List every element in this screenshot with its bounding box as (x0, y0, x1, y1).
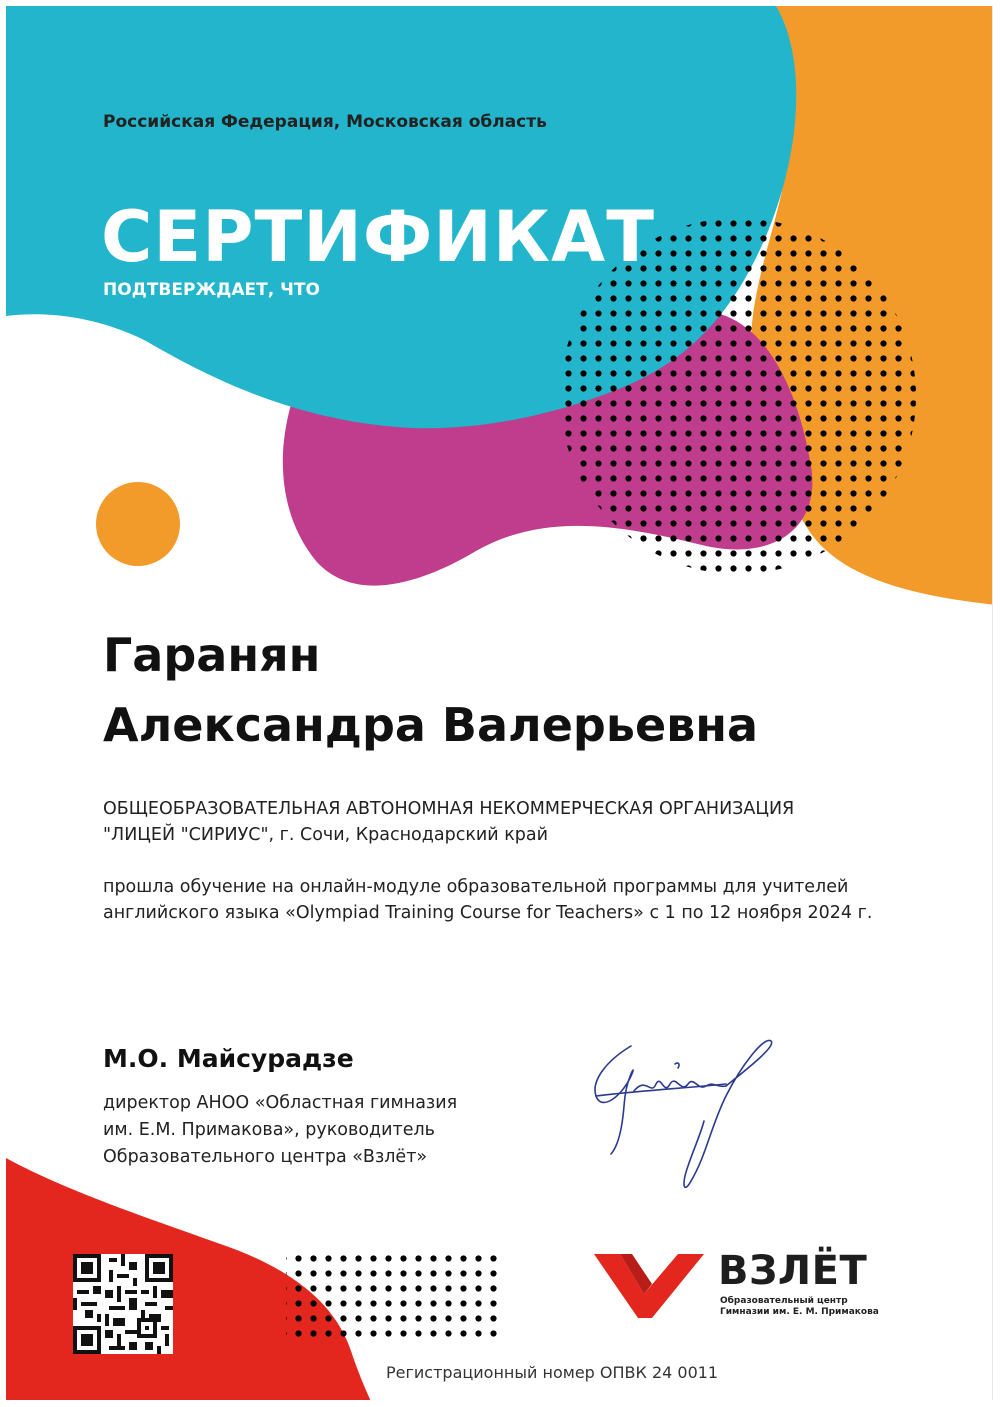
recipient-given-names: Александра Валерьевна (103, 698, 759, 752)
vzlet-logo-icon (594, 1254, 704, 1320)
organization-block (103, 796, 923, 848)
qr-code[interactable] (73, 1254, 173, 1354)
vzlet-logo-subtitle (720, 1296, 879, 1318)
description-line: английского языка «Olympiad Training Course for Teachers» с 1 по 12 ноября 2024 г. (103, 903, 873, 923)
signature (576, 1036, 806, 1206)
signer-role-line: директор АНОО «Областная гимназия (103, 1093, 458, 1113)
signer-name: М.О. Майсурадзе (103, 1044, 354, 1073)
signer-role-line: им. Е.М. Примакова», руководитель (103, 1120, 435, 1140)
course-description (103, 874, 953, 926)
logo-subtitle-line: Образовательный центр (720, 1296, 848, 1306)
registration-number: Регистрационный номер ОПВК 24 0011 (386, 1363, 719, 1382)
region-heading: Российская Федерация, Московская область (103, 112, 547, 132)
certificate-subtitle: ПОДТВЕРЖДАЕТ, ЧТО (103, 280, 320, 300)
signer-role (103, 1090, 523, 1171)
logo-subtitle-line: Гимназии им. Е. М. Примакова (720, 1307, 879, 1317)
description-line: прошла обучение на онлайн-модуле образовательной программы для учителей (103, 877, 849, 897)
organization-line: ОБЩЕОБРАЗОВАТЕЛЬНАЯ АВТОНОМНАЯ НЕКОММЕРЧЕСКАЯ ОРГАНИЗАЦИЯ (103, 799, 795, 819)
dot-pattern-rect (286, 1254, 498, 1342)
vzlet-logo-name: ВЗЛЁТ (718, 1248, 868, 1294)
orange-dot (96, 482, 180, 566)
signer-role-line: Образовательного центра «Взлёт» (103, 1147, 428, 1167)
certificate-sheet (6, 6, 993, 1400)
organization-line: "ЛИЦЕЙ "СИРИУС", г. Сочи, Краснодарский край (103, 825, 548, 845)
recipient-surname: Гаранян (103, 628, 321, 682)
certificate-title: СЕРТИФИКАТ (101, 196, 655, 278)
